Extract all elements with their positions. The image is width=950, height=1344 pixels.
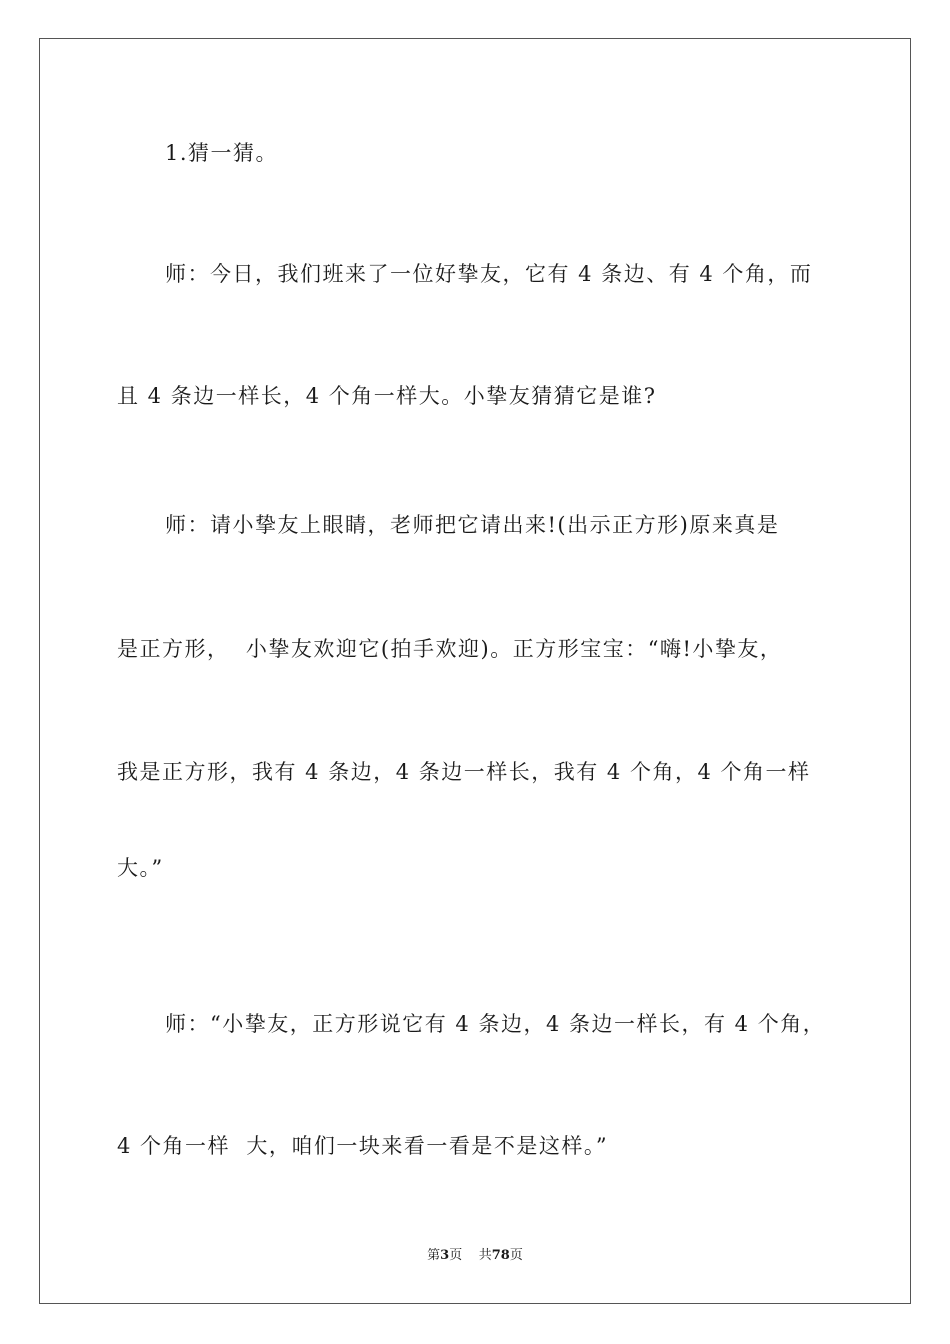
footer-total-suffix: 页	[509, 1248, 523, 1263]
footer-page-number: 3	[440, 1248, 450, 1263]
page-footer	[0, 1247, 950, 1265]
paragraph-line: 师：“小挚友，正方形说它有 4 条边，4 条边一样长，有 4 个角，	[165, 1012, 826, 1036]
footer-page-suffix: 页	[449, 1248, 463, 1263]
paragraph-line: 我是正方形，我有 4 条边，4 条边一样长，我有 4 个角，4 个角一样	[117, 760, 811, 784]
paragraph-line: 师：请小挚友上眼睛，老师把它请出来!(出示正方形)原来真是	[165, 513, 780, 537]
paragraph-line: 师：今日，我们班来了一位好挚友，它有 4 条边、有 4 个角，而	[165, 262, 813, 286]
footer-total-pages: 78	[491, 1248, 510, 1263]
paragraph-line: 1.猜一猜。	[165, 141, 279, 165]
footer-total-prefix: 共	[478, 1248, 492, 1263]
paragraph-line: 4 个角一样 大，咱们一块来看一看是不是这样。”	[117, 1134, 609, 1158]
paragraph-line: 是正方形， 小挚友欢迎它(拍手欢迎)。正方形宝宝：“嗨!小挚友，	[117, 637, 783, 661]
footer-page-prefix: 第	[427, 1248, 441, 1263]
paragraph-line: 且 4 条边一样长，4 个角一样大。小挚友猜猜它是谁?	[117, 384, 657, 408]
paragraph-line: 大。”	[117, 856, 164, 880]
page-border	[39, 38, 911, 1304]
